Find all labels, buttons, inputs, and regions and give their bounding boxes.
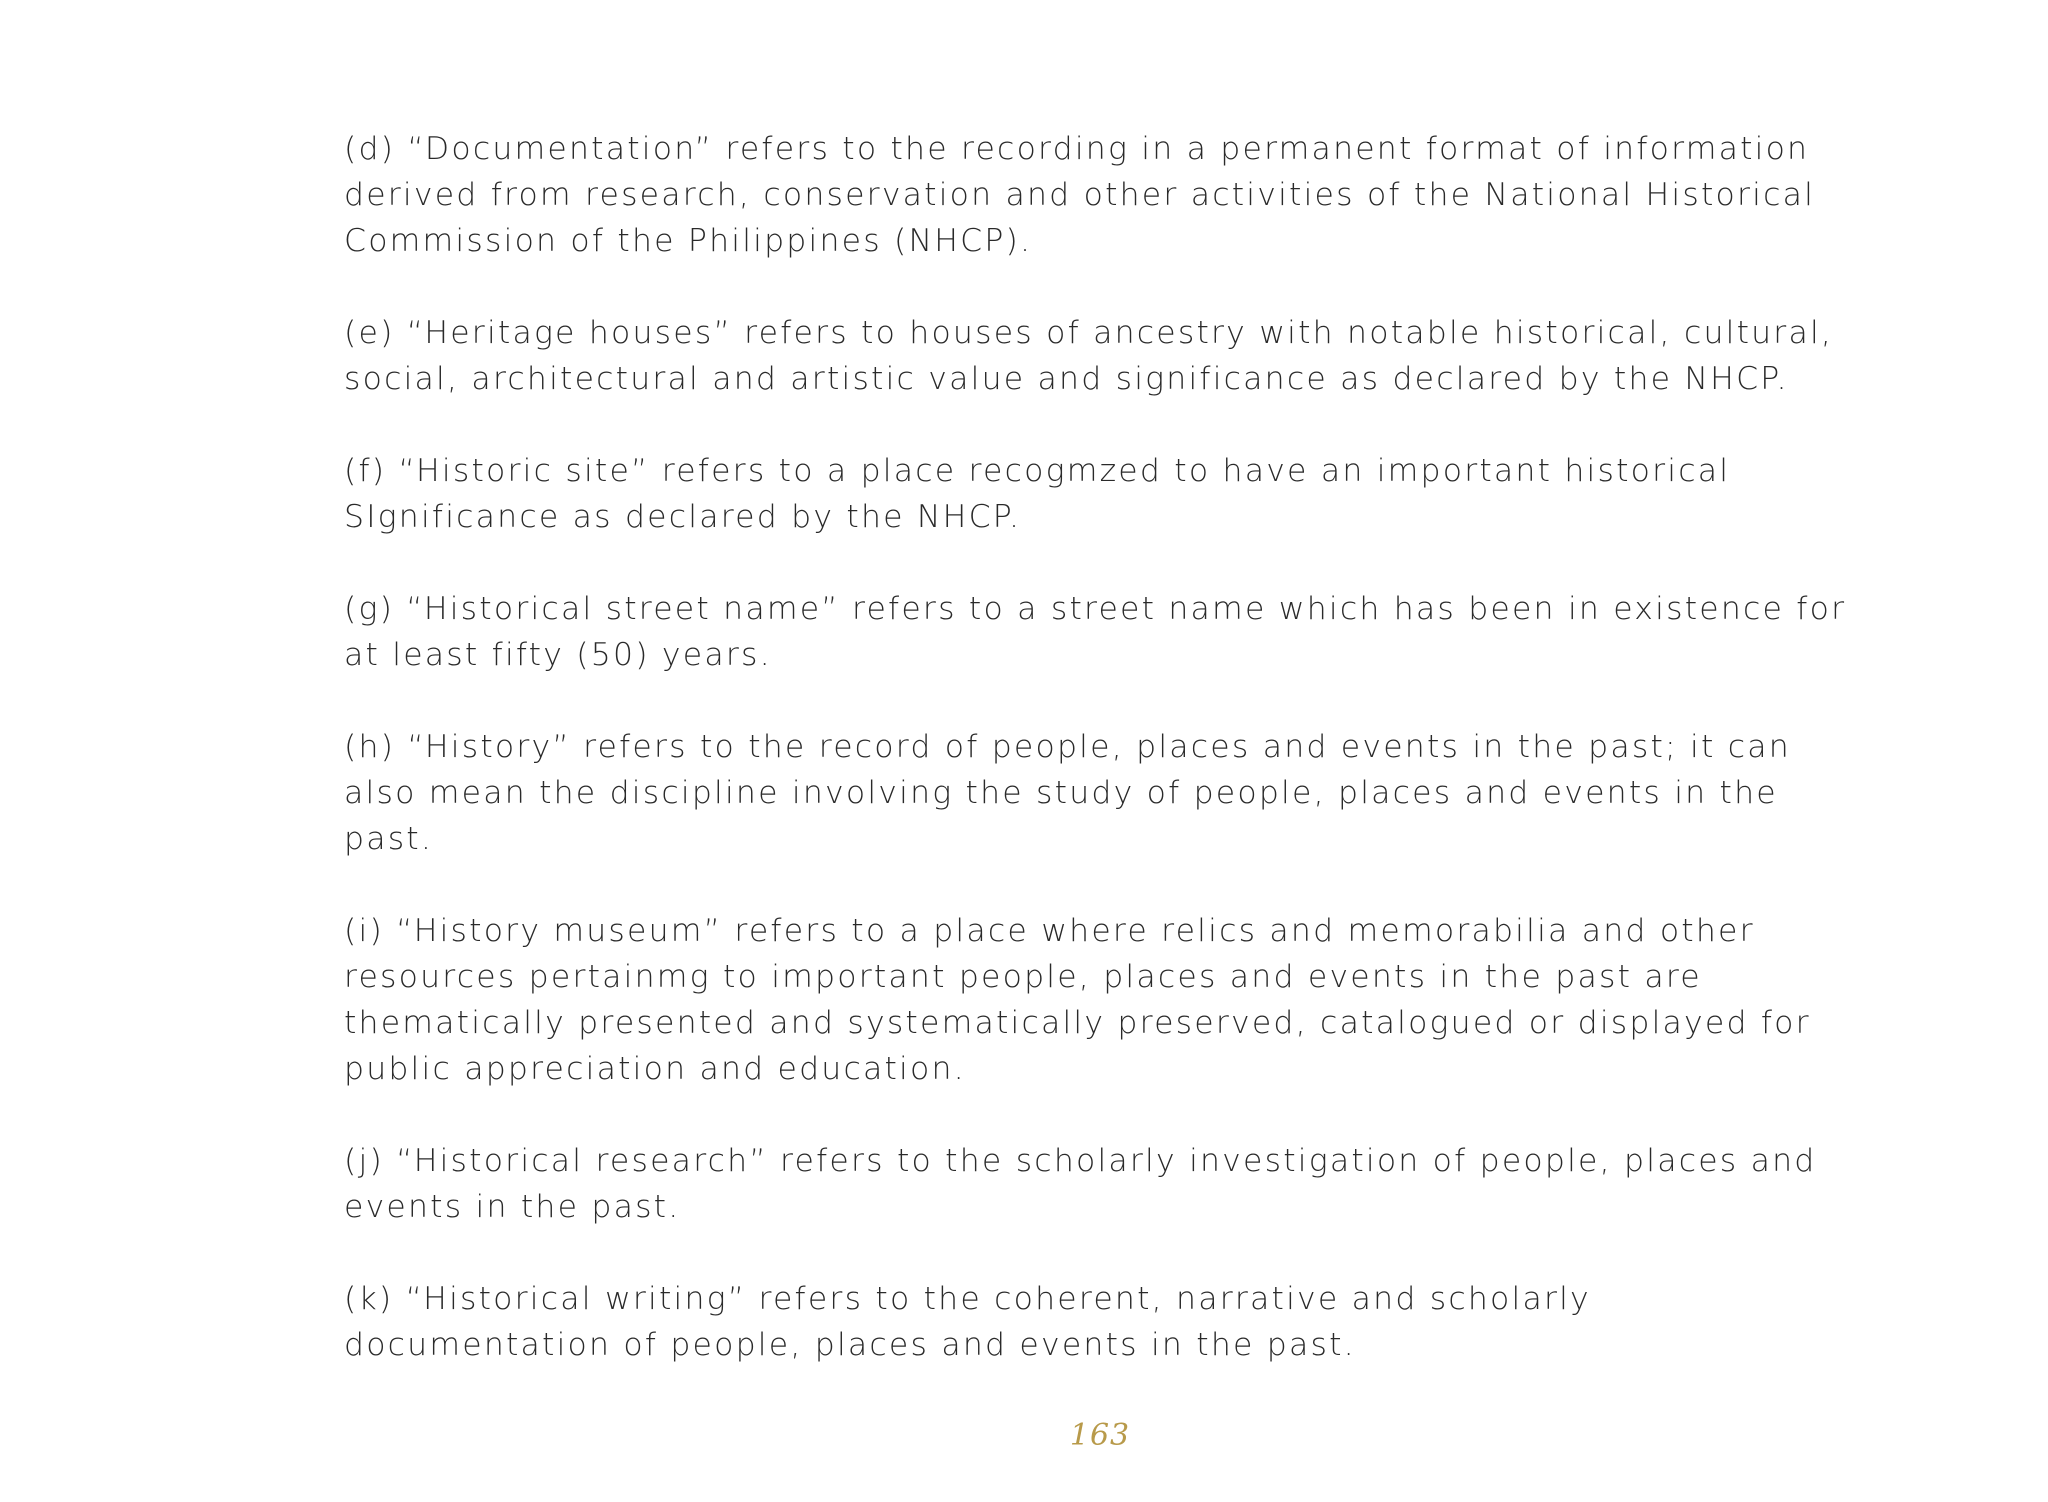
paragraph-line: (g) “Historical street name” refers to a street name which has been in existence for: [344, 591, 1847, 627]
paragraph-line: derived from research, conservation and other activities of the National Historical: [344, 177, 1816, 213]
definition-paragraph-g: [344, 586, 1924, 678]
paragraph-line: past.: [344, 821, 434, 857]
definition-paragraph-k: [344, 1276, 1924, 1368]
definition-paragraph-d: [344, 126, 1924, 264]
page-number: 163: [1069, 1418, 1131, 1453]
paragraph-line: SIgnificance as declared by the NHCP.: [344, 499, 1022, 535]
paragraph-line: events in the past.: [344, 1189, 681, 1225]
definition-paragraph-i: [344, 908, 1924, 1092]
definition-paragraph-f: [344, 448, 1924, 540]
paragraph-line: (f) “Historic site” refers to a place recogmzed to have an important historical: [344, 453, 1731, 489]
paragraph-line: (j) “Historical research” refers to the scholarly investigation of people, places and: [344, 1143, 1817, 1179]
paragraph-line: public appreciation and education.: [344, 1051, 966, 1087]
definition-paragraph-j: [344, 1138, 1924, 1230]
paragraph-line: Commission of the Philippines (NHCP).: [344, 223, 1033, 259]
definition-paragraph-h: [344, 724, 1924, 862]
paragraph-line: resources pertainmg to important people, places and events in the past are: [344, 959, 1702, 995]
paragraph-line: (e) “Heritage houses” refers to houses of ancestry with notable historical, cultural,: [344, 315, 1834, 351]
paragraph-line: (k) “Historical writing” refers to the coherent, narrative and scholarly: [344, 1281, 1591, 1317]
paragraph-line: thematically presented and systematically preserved, catalogued or displayed for: [344, 1005, 1811, 1041]
paragraph-line: also mean the discipline involving the study of people, places and events in the: [344, 775, 1778, 811]
document-body: [344, 126, 1924, 1414]
definition-paragraph-e: [344, 310, 1924, 402]
paragraph-line: (d) “Documentation” refers to the recording in a permanent format of information: [344, 131, 1810, 167]
paragraph-line: (i) “History museum” refers to a place where relics and memorabilia and other: [344, 913, 1755, 949]
paragraph-line: at least fifty (50) years.: [344, 637, 772, 673]
paragraph-line: documentation of people, places and events in the past.: [344, 1327, 1356, 1363]
paragraph-line: social, architectural and artistic value and significance as declared by the NHCP.: [344, 361, 1789, 397]
paragraph-line: (h) “History” refers to the record of people, places and events in the past; it can: [344, 729, 1791, 765]
